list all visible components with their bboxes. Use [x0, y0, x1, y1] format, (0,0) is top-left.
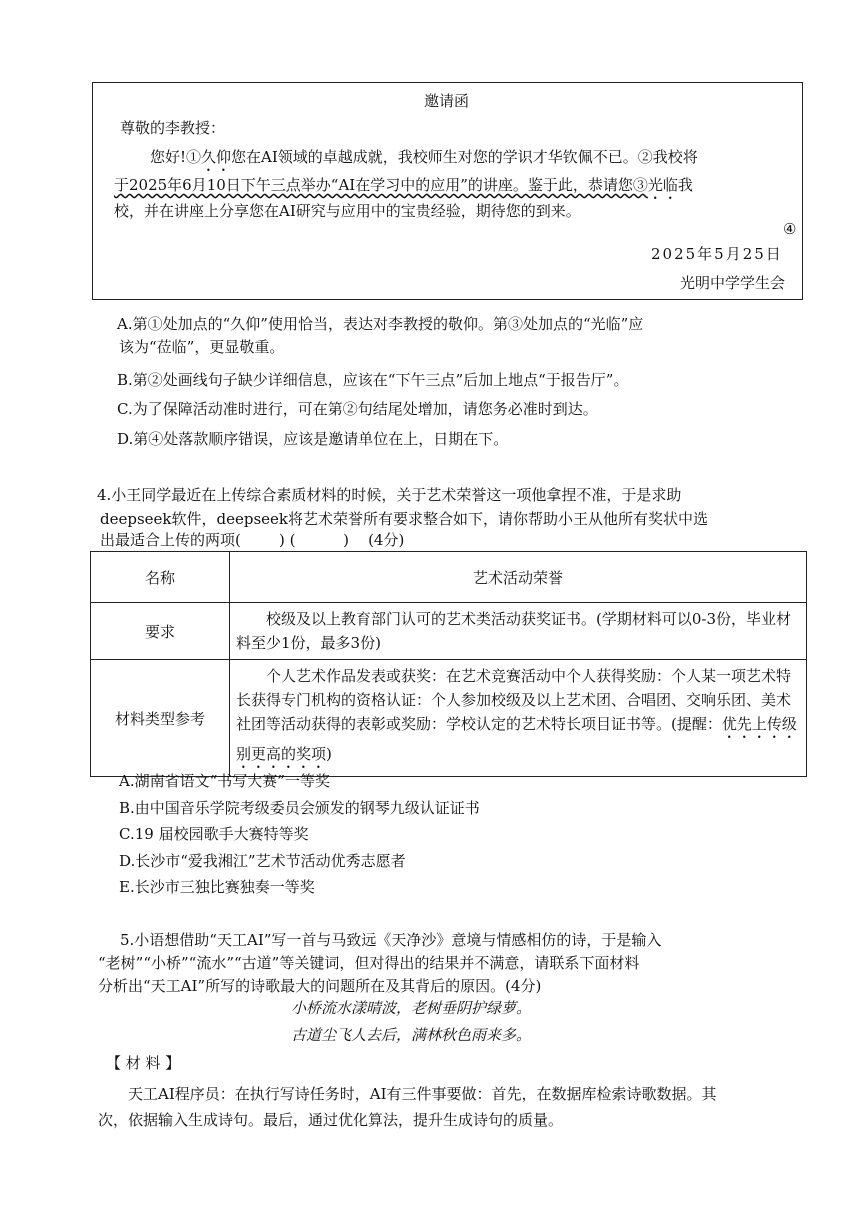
- material-types-text: 个人艺术作品发表或获奖：在艺术竞赛活动中个人获得奖励：个人某一项艺术特长获得专门机构的资格认证：个人参加校级及以上艺术团、合唱团、交响乐团、美术社团等活动获得的表彰或奖励：学校认定的艺术特长项目证书等。: [236, 667, 792, 733]
- letter-line-1: [150, 146, 698, 175]
- table-row: [91, 603, 807, 660]
- material-label: 【 材 料 】: [106, 1054, 181, 1072]
- q4-stem-line2: deepseek软件，deepseek将艺术荣誉所有要求整合如下，请你帮助小王从他所有奖状中选: [100, 510, 709, 528]
- q5-stem-line2: “老树”“小桥”“流水”“古道”等关键词，但对得出的结果并不满意，请联系下面材料: [98, 954, 640, 972]
- reminder-dotted: 优先上传级别更高的奖项: [236, 715, 797, 763]
- table-cell-label: 名称: [91, 552, 230, 603]
- poem-line-2: 古道尘飞人去后，满林秋色雨来多。: [291, 1026, 532, 1044]
- letter-line-2-post: 我: [677, 176, 693, 194]
- q4-stem-line1: 4.小王同学最近在上传综合素质材料的时候，关于艺术荣誉这一项他拿捏不准，于是求助: [97, 486, 682, 504]
- q3-option-a-line1: A.第①处加点的“久仰”使用恰当，表达对李教授的敬仰。第③处加点的“光临”应: [117, 315, 644, 333]
- q5-stem-line1: 5.小语想借助“天工AI”写一首与马致远《天净沙》意境与情感相仿的诗，于是输入: [120, 931, 662, 949]
- table-cell-label: 要求: [91, 603, 230, 660]
- material-line-1: 天工AI程序员：在执行写诗任务时，AI有三件事要做：首先，在数据库检索诗歌数据。其: [128, 1085, 717, 1103]
- poem-line-1: 小桥流水漾晴波，老树垂阴护绿萝。: [291, 999, 532, 1017]
- letter-title: 邀请函: [423, 92, 469, 110]
- letter-line-2: [114, 174, 693, 203]
- table-cell-label: 材料类型参考: [91, 660, 230, 777]
- q3-option-c: C.为了保障活动准时进行，可在第②句结尾处增加，请您务必准时到达。: [117, 400, 598, 418]
- q3-option-b: B.第②处画线句子缺少详细信息，应该在“下午三点”后加上地点“于报告厅”。: [117, 371, 629, 389]
- letter-signer: 光明中学学生会: [680, 274, 786, 292]
- q4-option-e: E.长沙市三独比赛独奏一等奖: [119, 878, 315, 896]
- q4-option-b: B.由中国音乐学院考级委员会颁发的钢琴九级认证证书: [119, 799, 480, 817]
- table-cell-value: [230, 660, 807, 777]
- dotted-word-guanglin: 光临: [647, 176, 678, 194]
- marker-4: ④: [783, 220, 797, 238]
- q4-option-a: A.湖南省语文“书写大赛”一等奖: [119, 772, 330, 790]
- reminder-post: ): [326, 745, 332, 763]
- letter-date: 2025年5月25日: [651, 245, 783, 263]
- q3-option-a-line2: 该为“莅临”，更显敬重。: [119, 338, 285, 356]
- table-cell-value: 艺术活动荣誉: [230, 552, 807, 603]
- q4-stem-line3: 出最适合上传的两项( ) ( ) (4分): [100, 531, 405, 549]
- letter-line-1-post: 您在AI领域的卓越成就，我校师生对您的学识才华钦佩不已。②我校将: [231, 148, 698, 166]
- q4-option-d: D.长沙市“爱我湘江”艺术节活动优秀志愿者: [119, 852, 406, 870]
- table-row: [91, 660, 807, 777]
- reminder-pre: (提醒：: [671, 715, 722, 733]
- material-line-2: 次，依据输入生成诗句。最后，通过优化算法，提升生成诗句的质量。: [98, 1111, 564, 1129]
- letter-line-1-pre: 您好!①: [150, 148, 202, 166]
- letter-salutation: 尊敬的李教授：: [120, 119, 226, 137]
- q5-stem-line3: 分析出“天工AI”所写的诗歌最大的问题所在及其背后的原因。(4分): [98, 977, 542, 995]
- q3-option-d: D.第④处落款顺序错误，应该是邀请单位在上，日期在下。: [117, 430, 509, 448]
- q4-option-c: C.19 届校园歌手大赛特等奖: [119, 825, 309, 843]
- table-row: [91, 552, 807, 603]
- table-cell-value: 校级及以上教育部门认可的艺术类活动获奖证书。(学期材料可以0-3份，毕业材料至少1份，最多3份): [230, 603, 807, 660]
- dotted-word-jiuyang: 久仰: [201, 148, 232, 166]
- letter-line-3: 校，并在讲座上分享您在AI研究与应用中的宝贵经验，期待您的到来。: [114, 202, 581, 220]
- underlined-sentence: 于2025年6月10日下午三点举办“AI在学习中的应用”的讲座。鉴于此，恭请您③: [114, 176, 648, 194]
- requirements-table: [90, 551, 807, 777]
